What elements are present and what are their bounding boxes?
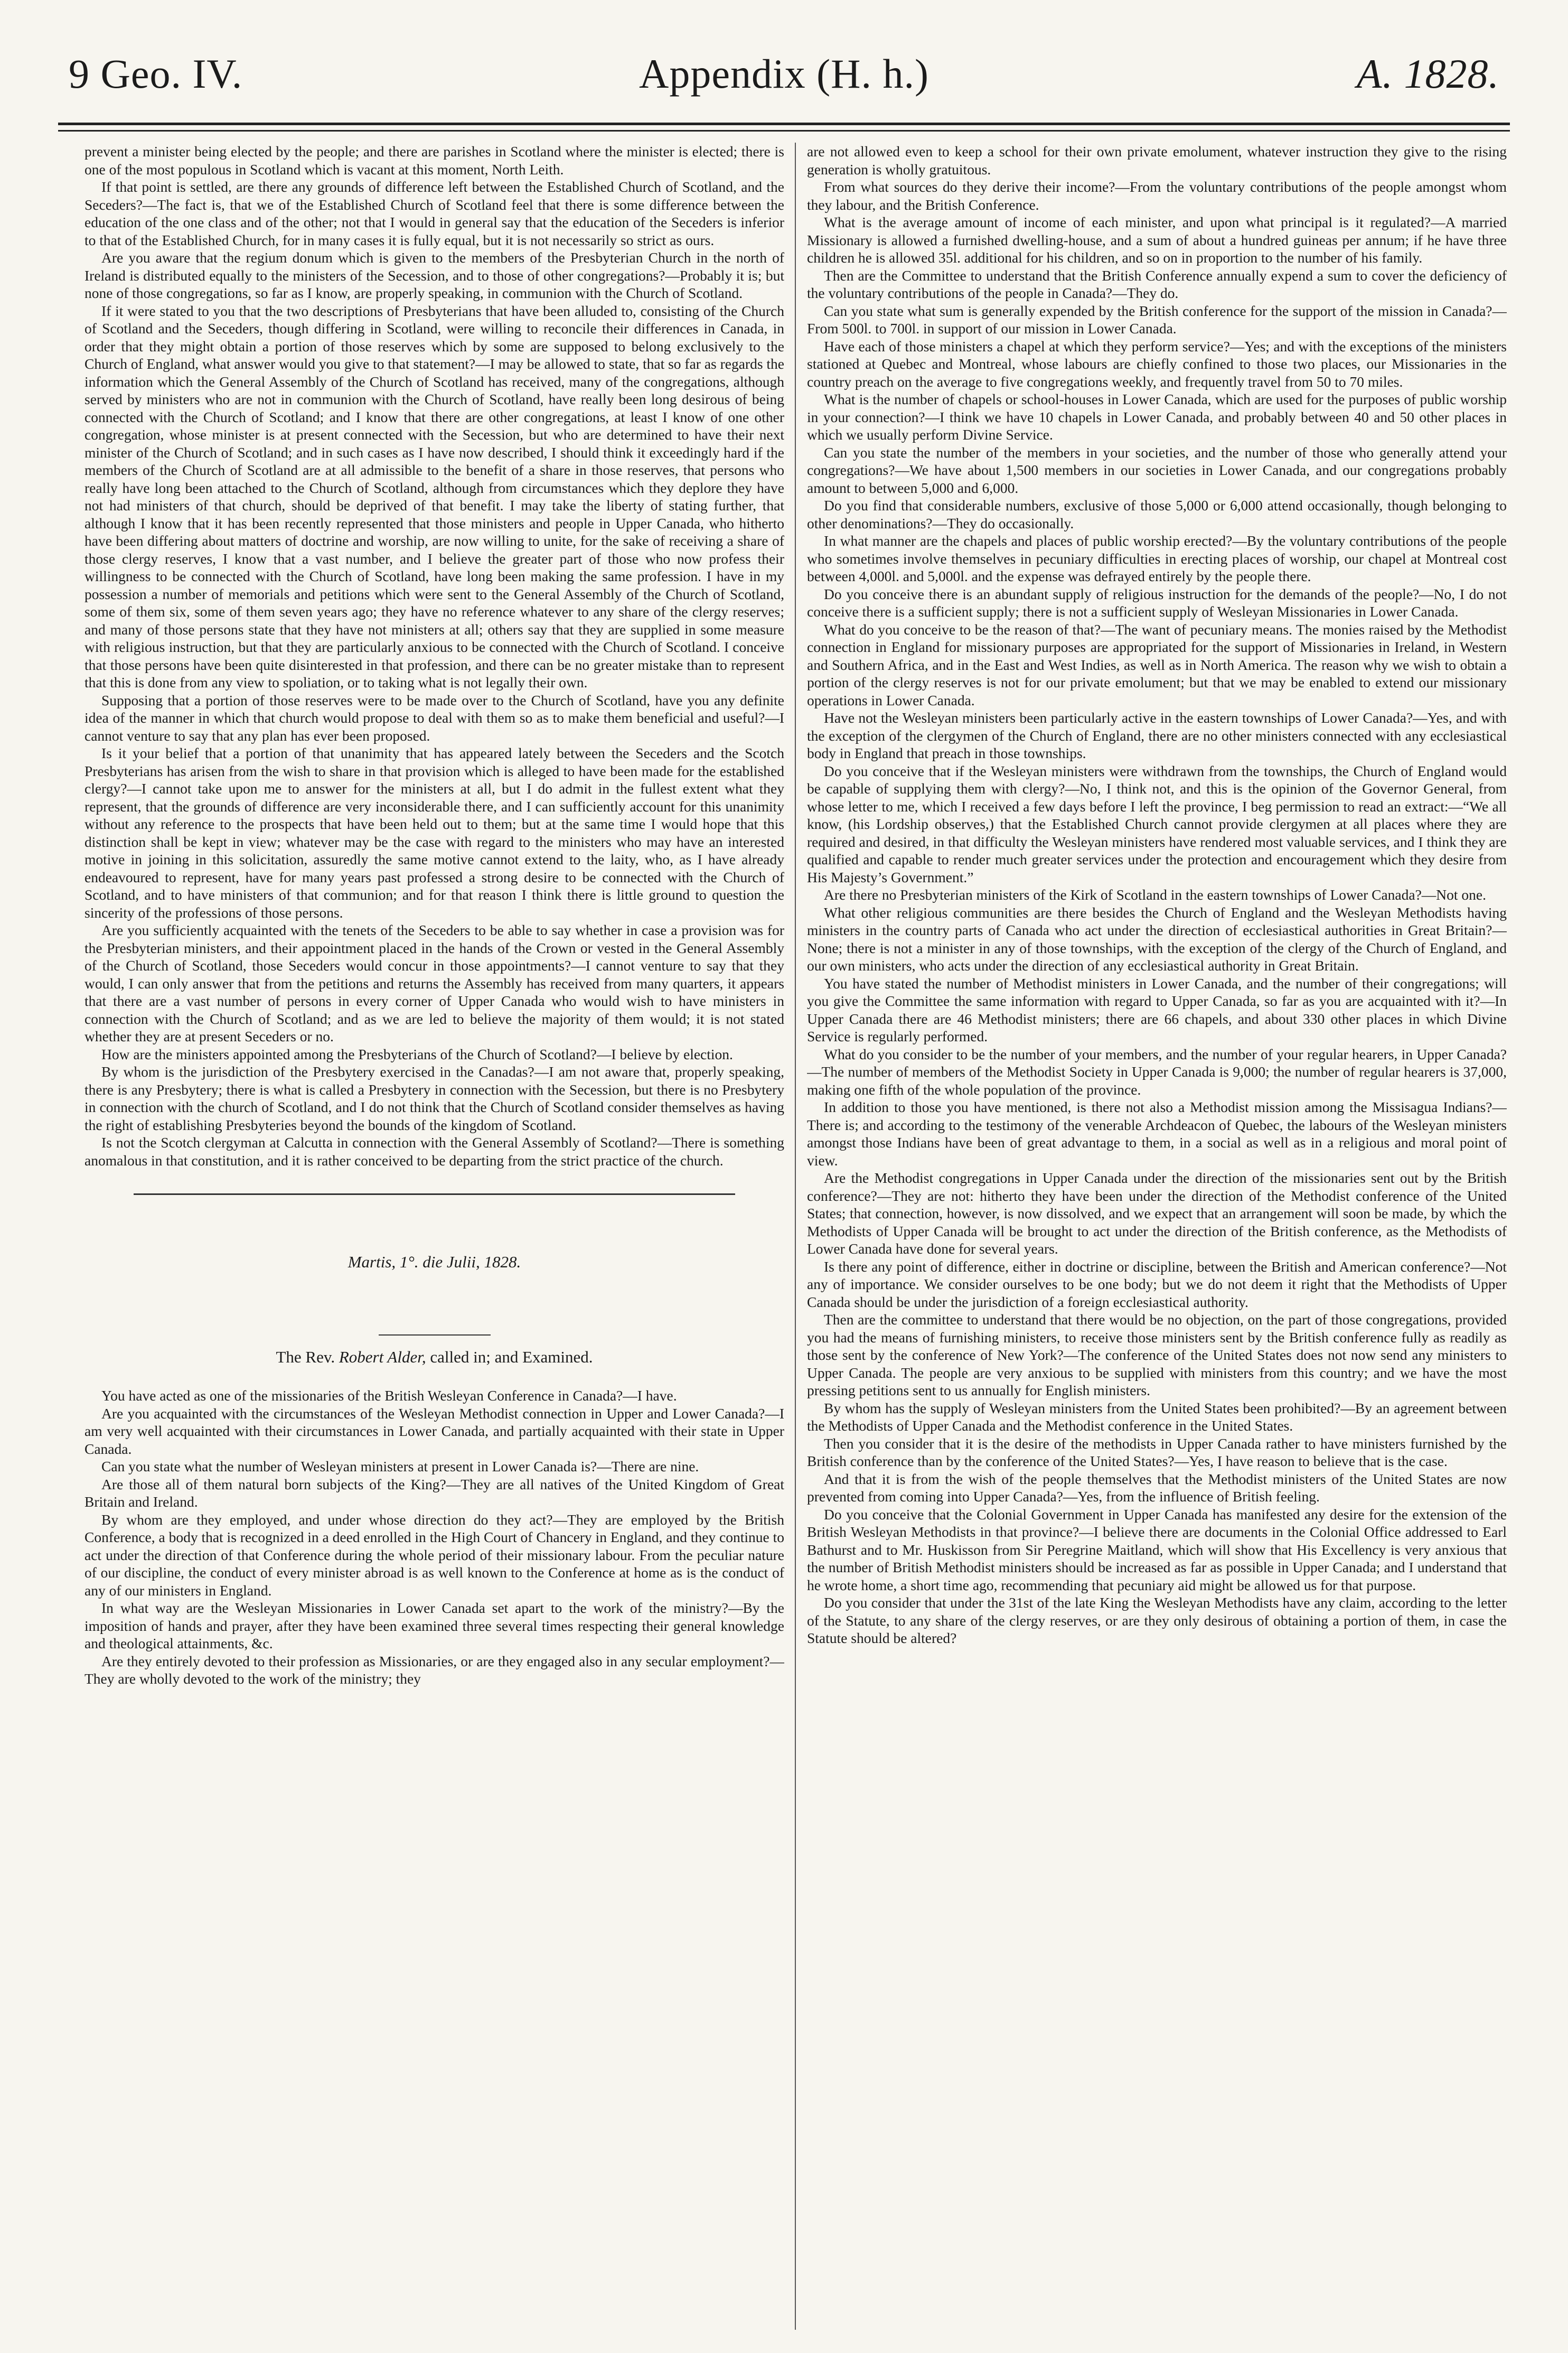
paragraph: Are you aware that the regium donum which is given to the members of the Presbyterian Church in the north of Ireland is distributed equally to the ministers of the Secession, and to those of other congregations?—Probably it is; but none of those congregations, so far as I know, are properly speaking, in communion with the Church of Scotland. <box>84 249 784 301</box>
paragraph: What is the number of chapels or school-houses in Lower Canada, which are used for the purposes of public worship in your connection?—I think we have 10 chapels in Lower Canada, and probably between 40 and 50 other places in which we usually perform Divine Service. <box>807 391 1507 443</box>
paragraph: Is there any point of difference, either in doctrine or discipline, between the British and American conference?—Not any of importance. We consider ourselves to be one body; but we do not deem it right that the Methodists of Upper Canada should be under the jurisdiction of a foreign ecclesiastical authority. <box>807 1258 1507 1310</box>
right-column <box>807 143 1507 2335</box>
paragraph: And that it is from the wish of the people themselves that the Methodist ministers of the United States are now prevented from coming into Upper Canada?—Yes, from the influence of British feeling. <box>807 1470 1507 1505</box>
paragraph: Is it your belief that a portion of that unanimity that has appeared lately between the Seceders and the Scotch Presbyterians has arisen from the wish to share in that provision which is alleged to have been made for the established clergy?—I cannot take upon me to answer for the ministers at all, but I do admit in the fullest extent what they represent, that the grounds of difference are very inconsiderable there, and I can sufficiently account for this unanimity without any reference to the prospects that have been held out to them; but at the same time I would hope that this distinction shall be kept in view; whatever may be the case with regard to the ministers who may have an interested motive in joining in this solicitation, assuredly the same motive cannot extend to the laity, who, as I have already endeavoured to represent, have for many years past professed a strong desire to be connected with the Church of Scotland, and to have ministers of that communion; and for that reason I think there is little ground to question the sincerity of the professions of those persons. <box>84 745 784 921</box>
paragraph: Do you find that considerable numbers, exclusive of those 5,000 or 6,000 attend occasionally, though belonging to other denominations?—They do occasionally. <box>807 497 1507 531</box>
paragraph: Then are the Committee to understand that the British Conference annually expend a sum to cover the deficiency of the voluntary contributions of the people in Canada?—They do. <box>807 267 1507 301</box>
page-header <box>69 21 1499 127</box>
witness-heading <box>84 1348 784 1366</box>
column-divider <box>795 143 796 2330</box>
witness-prefix: The Rev. <box>276 1347 335 1366</box>
year-reference: A. 1828. <box>1356 51 1499 97</box>
paragraph: What other religious communities are there besides the Church of England and the Wesleyan Methodists having ministers in the country parts of Canada who act under the direction of ecclesiastical authorities in Great Britain?—None; there is not a minister in any of those townships, with the exception of the clergy of the Church of England, and our own ministers, who acts under the direction of any ecclesiastical authority in Great Britain. <box>807 904 1507 974</box>
paragraph: You have acted as one of the missionaries of the British Wesleyan Conference in Canada?—I have. <box>101 1387 677 1404</box>
paragraph: If that point is settled, are there any grounds of difference left between the Established Church of Scotland, and the Seceders?—The fact is, that we of the Established Church of Scotland feel that there is some difference between the education of the one class and of the other; not that I would in general say that the education of the Seceders is inferior to that of the Established Church, for in many cases it is fully equal, but it is not necessarily so strict as ours. <box>84 179 784 248</box>
paragraph: Can you state what sum is generally expended by the British conference for the support of the mission in Canada?—From 500l. to 700l. in support of our mission in Lower Canada. <box>807 302 1507 337</box>
paragraph: What do you conceive to be the reason of that?—The want of pecuniary means. The monies raised by the Methodist connection in England for missionary purposes are appropriated for the support of Missionaries in Ireland, in Western and Southern Africa, and in the East and West Indies, as well as in North America. The reason why we wish to obtain a portion of the clergy reserves is not for our private emolument; but that we may be enabled to extend our missionary operations in Lower Canada. <box>807 621 1507 708</box>
paragraph: Are there no Presbyterian ministers of the Kirk of Scotland in the eastern townships of Lower Canada?—Not one. <box>824 886 1486 903</box>
paragraph: By whom are they employed, and under whose direction do they act?—They are employed by the British Conference, a body that is recognized in a deed enrolled in the High Court of Chancery in England, and they continue to act under the direction of that Conference during the whole period of their missionary labour. From the peculiar nature of our discipline, the conduct of every minister abroad is as well known to the Conference at home as is the conduct of any of our ministers in England. <box>84 1511 784 1599</box>
paragraph: Do you conceive there is an abundant supply of religious instruction for the demands of the people?—No, I do not conceive there is a sufficient supply; there is not a sufficient supply of Wesleyan Missionaries in Lower Canada. <box>807 585 1507 620</box>
paragraph: Then are the committee to understand that there would be no objection, on the part of those congregations, provided you had the means of furnishing ministers, to receive those ministers sent by the British conference fully as readily as those sent by the conference of New York?—The conference of the United States does not now send any ministers to Upper Canada. The people are very anxious to be supplied with ministers from this country; and we have the most pressing petitions sent to us annually for English ministers. <box>807 1311 1507 1398</box>
paragraph: Supposing that a portion of those reserves were to be made over to the Church of Scotland, have you any definite idea of the manner in which that church would propose to deal with them so as to make them beneficial and useful?—I cannot venture to say that any plan has ever been proposed. <box>84 692 784 744</box>
witness-suffix: called in; and Examined. <box>430 1347 593 1366</box>
paragraph: In what manner are the chapels and places of public worship erected?—By the voluntary contributions of the people who sometimes involve themselves in pecuniary difficulties in erecting places of worship, our chapel at Montreal cost between 4,000l. and 5,000l. and the expense was defrayed entirely by the people there. <box>807 533 1507 584</box>
paragraph: In what way are the Wesleyan Missionaries in Lower Canada set apart to the work of the ministry?—By the imposition of hands and prayer, after they have been examined three several times respecting their general knowledge and theological attainments, &c. <box>84 1600 784 1651</box>
header-rule-thick <box>58 123 1510 125</box>
paragraph: Then you consider that it is the desire of the methodists in Upper Canada rather to have ministers furnished by the British conference than by the conference of the United States?—Yes, I have reason to believe that is the case. <box>807 1435 1507 1469</box>
paragraph: What is the average amount of income of each minister, and upon what principal is it regulated?—A married Missionary is allowed a furnished dwelling-house, and a sum of about a hundred guineas per annum; if he have three children he is allowed 35l. additional for his children, and so on in proportion to the number of his family. <box>807 214 1507 266</box>
paragraph: From what sources do they derive their income?—From the voluntary contributions of the people amongst whom they labour, and the British Conference. <box>807 179 1507 213</box>
paragraph: Is not the Scotch clergyman at Calcutta in connection with the General Assembly of Scotland?—There is something anomalous in that constitution, and it is rather conceived to be departing from the strict practice of the church. <box>84 1134 784 1169</box>
paragraph: If it were stated to you that the two descriptions of Presbyterians that have been alluded to, consisting of the Church of Scotland and the Seceders, though differing in Scotland, were willing to reconcile their differences in Canada, in order that they might obtain a portion of those reserves which by some are supposed to belong exclusively to the Church of England, what answer would you give to that statement?—I may be allowed to state, that so far as regards the information which the General Assembly of the Church of Scotland has received, many of the congregations, although served by ministers who are not in communion with the Church of Scotland, have really been long desirous of being connected with the Church of Scotland; and I know that there are other congregations, at least I know of one other congregation, whose minister is at present connected with the Secession, but who are determined to have their next minister of the Church of Scotland; and in such cases as I have now described, I should think it exceedingly hard if the members of the Church of Scotland are at all admissible to the benefit of a share in those reserves, that persons who really have long been attached to the Church of Scotland, although from circumstances which they deplore they have not had ministers of that church, should be deprived of that benefit. I may take the liberty of stating further, that although I know that it has been recently represented that those ministers and people in Upper Canada, who hitherto have been differing about matters of doctrine and worship, are now willing to unite, for the sake of receiving a share of those clergy reserves, I know that a vast number, and I believe the greater part of those who now profess their willingness to be connected with the Church of Scotland, have long been making the same profession. I have in my possession a number of memorials and petitions which were sent to the General Assembly of the Church of Scotland, some of them six, some of them seven years ago; they have no reference whatever to any share of the clergy reserves; and many of those persons state that they have not ministers at all; others say that they are supplied in some measure with religious instruction, but that they are particularly anxious to be connected with the Church of Scotland. I conceive that those persons have been quite disinterested in that profession, and there can be no greater mistake than to represent that this is done from any view to spoliation, or to taking what is not legally their own. <box>84 302 784 690</box>
section-divider <box>134 1193 736 1195</box>
paragraph: In addition to those you have mentioned, is there not also a Methodist mission among the Missisagua Indians?—There is; and according to the testimony of the venerable Archdeacon of Quebec, the labours of the Wesleyan ministers amongst those Indians have been of great advantage to them, in a social as well as in a religious and moral point of view. <box>807 1099 1507 1169</box>
paragraph: You have stated the number of Methodist ministers in Lower Canada, and the number of their congregations; will you give the Committee the same information with regard to Upper Canada, so far as you are acquainted with it?—In Upper Canada there are 46 Methodist ministers; there are 66 chapels, and about 330 other places in which Divine Service is regularly performed. <box>807 975 1507 1044</box>
paragraph: Are those all of them natural born subjects of the King?—They are all natives of the United Kingdom of Great Britain and Ireland. <box>84 1476 784 1510</box>
paragraph: Can you state the number of the members in your societies, and the number of those who generally attend your congregations?—We have about 1,500 members in our societies in Lower Canada, and our congregations probably amount to between 5,000 and 6,000. <box>807 444 1507 496</box>
paragraph: Are they entirely devoted to their profession as Missionaries, or are they engaged also in any secular employment?—They are wholly devoted to the work of the ministry; they <box>84 1652 784 1687</box>
paragraph: What do you consider to be the number of your members, and the number of your regular hearers, in Upper Canada?—The number of members of the Methodist Society in Upper Canada is 9,000; the number of regular hearers is 37,000, making one fifth of the whole population of the province. <box>807 1045 1507 1098</box>
paragraph: Can you state what the number of Wesleyan ministers at present in Lower Canada is?—There are nine. <box>101 1458 699 1474</box>
header-rule-thin <box>58 130 1510 132</box>
paragraph: Are you sufficiently acquainted with the tenets of the Seceders to be able to say whether in case a provision was for the Presbyterian ministers, and their appointment placed in the hands of the Crown or vested in the General Assembly of the Church of Scotland, those Seceders would concur in those appointments?—I cannot venture to say that they would, I can only answer that from the petitions and returns the Assembly has received from many quarters, it appears that there are a vast number of persons in every corner of Upper Canada who would wish to have ministers in connection with the Church of Scotland; and as we are led to believe the majority of them would; it is not stated whether they are at present Seceders or no. <box>84 922 784 1044</box>
paragraph: prevent a minister being elected by the people; and there are parishes in Scotland where the minister is elected; there is one of the most populous in Scotland which is vacant at this moment, North Leith. <box>84 143 784 178</box>
paragraph: Are the Methodist congregations in Upper Canada under the direction of the missionaries sent out by the British conference?—They are not: hitherto they have been under the direction of the Methodist conference of the United States; that connection, however, is now dissolved, and we expect that an arrangement will soon be made, by which the Methodists of Upper Canada will be brought to act under the direction of the British conference, as the Methodists of Lower Canada have done for several years. <box>807 1170 1507 1257</box>
paragraph: Do you conceive that the Colonial Government in Upper Canada has manifested any desire for the extension of the British Wesleyan Methodists in that province?—I believe there are documents in the Colonial Office addressed to Earl Bathurst and to Mr. Huskisson from Sir Peregrine Maitland, which will show that His Excellency is very anxious that the number of British Methodist ministers should be increased as far as possible in Upper Canada; and I understand that he wrote home, a short time ago, recommending that pecuniary aid might be allowed us for that purpose. <box>807 1506 1507 1593</box>
paragraph: are not allowed even to keep a school for their own private emolument, whatever instruction they give to the rising generation is wholly gratuitous. <box>807 143 1507 178</box>
paragraph: By whom has the supply of Wesleyan ministers from the United States been prohibited?—By an agreement between the Methodists of Upper Canada and the Methodist conference in the United States. <box>807 1399 1507 1434</box>
paragraph: By whom is the jurisdiction of the Presbytery exercised in the Canadas?—I am not aware that, properly speaking, there is any Presbytery; there is what is called a Presbytery in connection with the Secession, but there is no Presbytery in connection with the church of Scotland, and I do not think that the Church of Scotland consider themselves as having the right of establishing Presbyteries beyond the bounds of the kingdom of Scotland. <box>84 1063 784 1133</box>
paragraph: Do you consider that under the 31st of the late King the Wesleyan Methodists have any claim, according to the letter of the Statute, to any share of the clergy reserves, or are they only desirous of obtaining a portion of them, in case the Statute should be altered? <box>807 1594 1507 1646</box>
paragraph: Have each of those ministers a chapel at which they perform service?—Yes; and with the exceptions of the ministers stationed at Quebec and Montreal, whose labours are chiefly confined to those two places, our Missionaries in the country preach on the average to five congregations weekly, and frequently travel from 50 to 70 miles. <box>807 338 1507 390</box>
short-divider <box>379 1334 491 1336</box>
paragraph: Are you acquainted with the circumstances of the Wesleyan Methodist connection in Upper and Lower Canada?—I am very well acquainted with their circumstances in Lower Canada, and partially acquainted with their state in Upper Canada. <box>84 1405 784 1457</box>
left-column <box>84 143 784 2335</box>
witness-name: Robert Alder, <box>339 1347 426 1366</box>
session-date: Martis, 1°. die Julii, 1828. <box>348 1253 521 1271</box>
paragraph: How are the ministers appointed among the Presbyterians of the Church of Scotland?—I believe by election. <box>101 1045 733 1062</box>
paragraph: Have not the Wesleyan ministers been particularly active in the eastern townships of Lower Canada?—Yes, and with the exception of the clergymen of the Church of England, there are no other ministers connected with any ecclesiastical body in England that preach in those townships. <box>807 709 1507 761</box>
appendix-title: Appendix (H. h.) <box>639 51 929 97</box>
paragraph: Do you conceive that if the Wesleyan ministers were withdrawn from the townships, the Church of England would be capable of supplying them with clergy?—No, I think not, and this is the opinion of the Governor General, from whose letter to me, which I received a few days before I left the province, I beg permission to read an extract:—“We all know, (his Lordship observes,) that the Established Church cannot provide clergymen at all places where they are required and desired, in that difficulty the Wesleyan ministers have rendered most valuable services, and I think they are qualified and capable to render much greater services under the protection and encouragement which they desire from His Majesty’s Government.” <box>807 762 1507 885</box>
session-reference: 9 Geo. IV. <box>69 51 243 97</box>
